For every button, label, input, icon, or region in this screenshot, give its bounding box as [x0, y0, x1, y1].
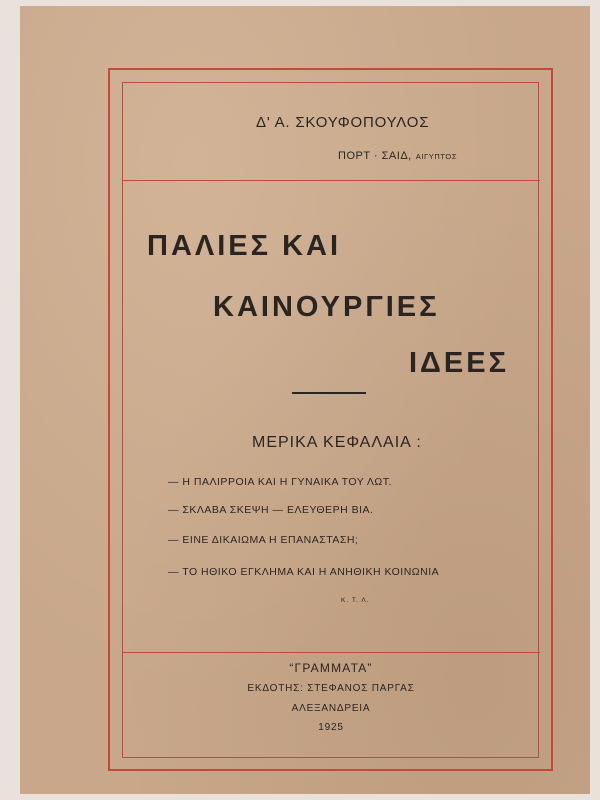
publisher-divider	[122, 652, 540, 653]
title-line-2: ΚΑΙΝΟΥΡΓΙΕΣ	[213, 291, 440, 323]
author-location	[338, 151, 457, 162]
contents-heading: ΜΕΡΙΚΑ ΚΕΦΑΛΑΙΑ :	[252, 434, 422, 451]
chapter-item: — ΕΙΝΕ ΔΙΚΑΙΩΜΑ Η ΕΠΑΝΑΣΤΑΣΗ;	[168, 534, 359, 546]
inner-red-frame	[122, 82, 539, 758]
location-country: ΑΙΓΥΠΤΟΣ	[415, 152, 458, 161]
publication-year: 1925	[318, 722, 344, 733]
header-divider	[122, 180, 540, 181]
title-line-1: ΠΑΛΙΕΣ ΚΑΙ	[147, 230, 342, 262]
location-city: ΠΟΡΤ · ΣΑΙΔ,	[338, 150, 412, 162]
publisher-series: “ΓΡΑΜΜΑΤΑ”	[289, 661, 373, 675]
chapter-item: — ΣΚΛΑΒΑ ΣΚΕΨΗ — ΕΛΕΥΘΕΡΗ ΒΙΑ.	[168, 504, 374, 516]
title-line-3: ΙΔΕΕΣ	[409, 347, 509, 379]
etc-note: Κ. Τ. Λ.	[341, 597, 370, 604]
chapter-item: — Η ΠΑΛΙΡΡΟΙΑ ΚΑΙ Η ΓΥΝΑΙΚΑ ΤΟΥ ΛΩΤ.	[168, 476, 392, 488]
author-name: Δ' Α. ΣΚΟΥΦΟΠΟΥΛΟΣ	[256, 114, 430, 131]
book-cover	[20, 6, 590, 794]
publisher-city: ΑΛΕΞΑΝΔΡΕΙΑ	[291, 703, 371, 714]
publisher-editor: ΕΚΔΟΤΗΣ: ΣΤΕΦΑΝΟΣ ΠΑΡΓΑΣ	[247, 683, 415, 694]
title-rule	[292, 392, 366, 394]
chapter-item: — ΤΟ ΗΘΙΚΟ ΕΓΚΛΗΜΑ ΚΑΙ Η ΑΝΗΘΙΚΗ ΚΟΙΝΩΝΙΑ	[168, 566, 440, 578]
